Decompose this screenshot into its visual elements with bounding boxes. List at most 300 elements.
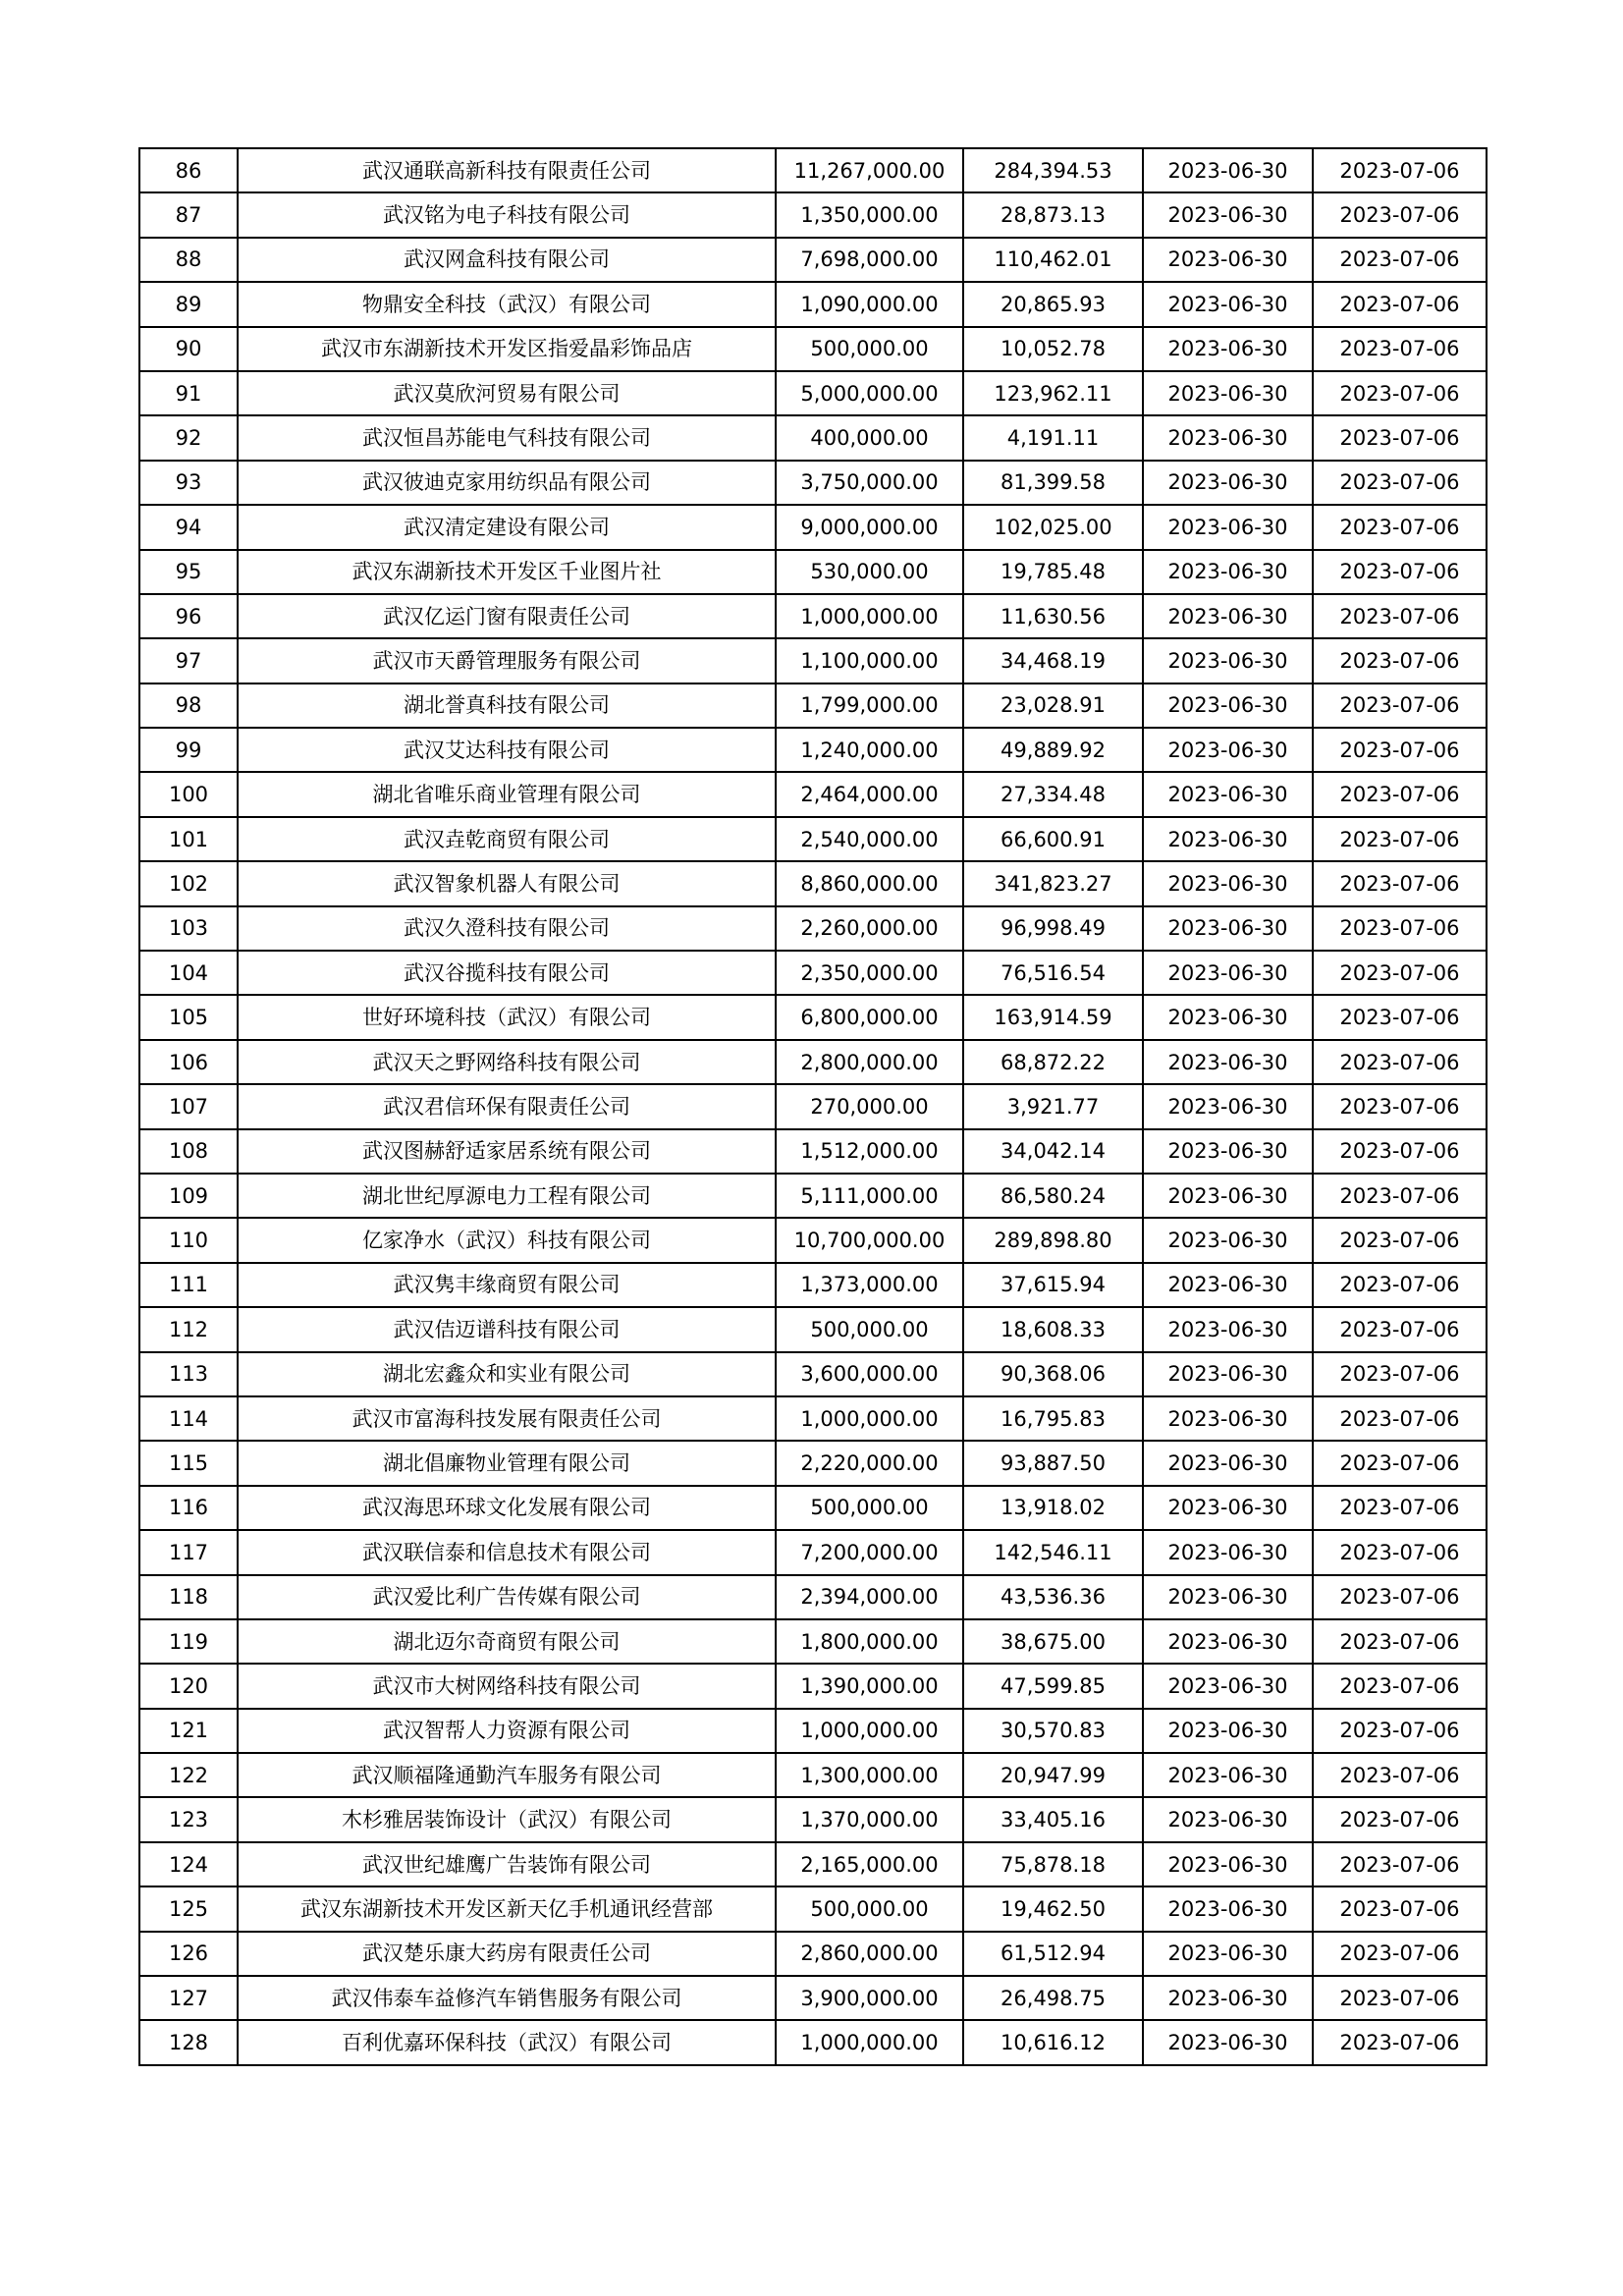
company-name-cell: 武汉网盒科技有限公司 — [238, 238, 776, 282]
row-number-cell: 115 — [139, 1441, 238, 1485]
amount-cell: 11,267,000.00 — [776, 148, 963, 192]
amount-cell: 2,800,000.00 — [776, 1040, 963, 1084]
end-date-cell: 2023-07-06 — [1313, 683, 1487, 728]
company-name-cell: 武汉铭为电子科技有限公司 — [238, 192, 776, 237]
company-name-cell: 亿家净水（武汉）科技有限公司 — [238, 1218, 776, 1262]
end-date-cell: 2023-07-06 — [1313, 1396, 1487, 1441]
row-number-cell: 94 — [139, 505, 238, 549]
interest-cell: 37,615.94 — [963, 1263, 1143, 1307]
company-name-cell: 武汉东湖新技术开发区新天亿手机通讯经营部 — [238, 1886, 776, 1931]
interest-cell: 20,947.99 — [963, 1753, 1143, 1797]
end-date-cell: 2023-07-06 — [1313, 1174, 1487, 1218]
company-name-cell: 武汉恒昌苏能电气科技有限公司 — [238, 415, 776, 460]
row-number-cell: 108 — [139, 1129, 238, 1174]
table-body — [139, 148, 1487, 2065]
interest-cell: 3,921.77 — [963, 1084, 1143, 1128]
start-date-cell: 2023-06-30 — [1143, 594, 1313, 638]
company-name-cell: 武汉东湖新技术开发区千业图片社 — [238, 550, 776, 594]
company-name-cell: 武汉彼迪克家用纺织品有限公司 — [238, 461, 776, 505]
amount-cell: 3,750,000.00 — [776, 461, 963, 505]
row-number-cell: 109 — [139, 1174, 238, 1218]
end-date-cell: 2023-07-06 — [1313, 550, 1487, 594]
table-row — [139, 1530, 1487, 1574]
row-number-cell: 100 — [139, 772, 238, 816]
row-number-cell: 126 — [139, 1932, 238, 1976]
end-date-cell: 2023-07-06 — [1313, 1486, 1487, 1530]
end-date-cell: 2023-07-06 — [1313, 638, 1487, 683]
row-number-cell: 98 — [139, 683, 238, 728]
interest-cell: 16,795.83 — [963, 1396, 1143, 1441]
company-name-cell: 武汉莫欣河贸易有限公司 — [238, 371, 776, 415]
start-date-cell: 2023-06-30 — [1143, 1709, 1313, 1753]
interest-cell: 341,823.27 — [963, 861, 1143, 905]
start-date-cell: 2023-06-30 — [1143, 1441, 1313, 1485]
interest-cell: 10,052.78 — [963, 327, 1143, 371]
amount-cell: 2,464,000.00 — [776, 772, 963, 816]
interest-cell: 26,498.75 — [963, 1976, 1143, 2020]
interest-cell: 19,462.50 — [963, 1886, 1143, 1931]
row-number-cell: 112 — [139, 1307, 238, 1351]
company-name-cell: 武汉市大树网络科技有限公司 — [238, 1664, 776, 1708]
table-row — [139, 1886, 1487, 1931]
end-date-cell: 2023-07-06 — [1313, 772, 1487, 816]
company-name-cell: 世好环境科技（武汉）有限公司 — [238, 995, 776, 1039]
end-date-cell: 2023-07-06 — [1313, 415, 1487, 460]
end-date-cell: 2023-07-06 — [1313, 1441, 1487, 1485]
end-date-cell: 2023-07-06 — [1313, 1263, 1487, 1307]
company-name-cell: 武汉联信泰和信息技术有限公司 — [238, 1530, 776, 1574]
table-row — [139, 772, 1487, 816]
start-date-cell: 2023-06-30 — [1143, 238, 1313, 282]
amount-cell: 2,860,000.00 — [776, 1932, 963, 1976]
start-date-cell: 2023-06-30 — [1143, 1842, 1313, 1886]
row-number-cell: 124 — [139, 1842, 238, 1886]
amount-cell: 1,000,000.00 — [776, 1709, 963, 1753]
company-name-cell: 武汉佶迈谱科技有限公司 — [238, 1307, 776, 1351]
start-date-cell: 2023-06-30 — [1143, 683, 1313, 728]
row-number-cell: 105 — [139, 995, 238, 1039]
interest-cell: 4,191.11 — [963, 415, 1143, 460]
table-row — [139, 282, 1487, 326]
interest-cell: 47,599.85 — [963, 1664, 1143, 1708]
amount-cell: 2,260,000.00 — [776, 906, 963, 951]
amount-cell: 530,000.00 — [776, 550, 963, 594]
start-date-cell: 2023-06-30 — [1143, 505, 1313, 549]
table-row — [139, 1619, 1487, 1664]
company-name-cell: 武汉智帮人力资源有限公司 — [238, 1709, 776, 1753]
end-date-cell: 2023-07-06 — [1313, 192, 1487, 237]
interest-cell: 68,872.22 — [963, 1040, 1143, 1084]
start-date-cell: 2023-06-30 — [1143, 1486, 1313, 1530]
start-date-cell: 2023-06-30 — [1143, 1530, 1313, 1574]
company-name-cell: 物鼎安全科技（武汉）有限公司 — [238, 282, 776, 326]
amount-cell: 3,600,000.00 — [776, 1352, 963, 1396]
amount-cell: 1,000,000.00 — [776, 2020, 963, 2064]
table-row — [139, 1441, 1487, 1485]
end-date-cell: 2023-07-06 — [1313, 282, 1487, 326]
company-name-cell: 武汉谷揽科技有限公司 — [238, 951, 776, 995]
amount-cell: 1,390,000.00 — [776, 1664, 963, 1708]
end-date-cell: 2023-07-06 — [1313, 1797, 1487, 1841]
row-number-cell: 116 — [139, 1486, 238, 1530]
company-name-cell: 武汉久澄科技有限公司 — [238, 906, 776, 951]
start-date-cell: 2023-06-30 — [1143, 1040, 1313, 1084]
amount-cell: 8,860,000.00 — [776, 861, 963, 905]
row-number-cell: 113 — [139, 1352, 238, 1396]
amount-cell: 270,000.00 — [776, 1084, 963, 1128]
company-name-cell: 武汉世纪雄鹰广告装饰有限公司 — [238, 1842, 776, 1886]
interest-cell: 86,580.24 — [963, 1174, 1143, 1218]
row-number-cell: 122 — [139, 1753, 238, 1797]
start-date-cell: 2023-06-30 — [1143, 1174, 1313, 1218]
end-date-cell: 2023-07-06 — [1313, 951, 1487, 995]
start-date-cell: 2023-06-30 — [1143, 772, 1313, 816]
company-name-cell: 武汉清定建设有限公司 — [238, 505, 776, 549]
table-row — [139, 1084, 1487, 1128]
table-row — [139, 995, 1487, 1039]
end-date-cell: 2023-07-06 — [1313, 728, 1487, 772]
end-date-cell: 2023-07-06 — [1313, 1753, 1487, 1797]
company-name-cell: 湖北省唯乐商业管理有限公司 — [238, 772, 776, 816]
start-date-cell: 2023-06-30 — [1143, 1886, 1313, 1931]
table-row — [139, 1709, 1487, 1753]
start-date-cell: 2023-06-30 — [1143, 1753, 1313, 1797]
row-number-cell: 127 — [139, 1976, 238, 2020]
amount-cell: 1,000,000.00 — [776, 1396, 963, 1441]
table-row — [139, 1486, 1487, 1530]
table-row — [139, 2020, 1487, 2064]
table-row — [139, 148, 1487, 192]
interest-cell: 28,873.13 — [963, 192, 1143, 237]
interest-cell: 123,962.11 — [963, 371, 1143, 415]
end-date-cell: 2023-07-06 — [1313, 327, 1487, 371]
start-date-cell: 2023-06-30 — [1143, 1664, 1313, 1708]
end-date-cell: 2023-07-06 — [1313, 1575, 1487, 1619]
company-name-cell: 湖北世纪厚源电力工程有限公司 — [238, 1174, 776, 1218]
table-row — [139, 683, 1487, 728]
end-date-cell: 2023-07-06 — [1313, 817, 1487, 861]
end-date-cell: 2023-07-06 — [1313, 1664, 1487, 1708]
company-name-cell: 武汉爱比利广告传媒有限公司 — [238, 1575, 776, 1619]
table-row — [139, 461, 1487, 505]
interest-cell: 38,675.00 — [963, 1619, 1143, 1664]
row-number-cell: 87 — [139, 192, 238, 237]
amount-cell: 5,000,000.00 — [776, 371, 963, 415]
amount-cell: 500,000.00 — [776, 1486, 963, 1530]
start-date-cell: 2023-06-30 — [1143, 550, 1313, 594]
data-table — [138, 147, 1488, 2066]
row-number-cell: 120 — [139, 1664, 238, 1708]
start-date-cell: 2023-06-30 — [1143, 1084, 1313, 1128]
row-number-cell: 90 — [139, 327, 238, 371]
amount-cell: 2,540,000.00 — [776, 817, 963, 861]
table-row — [139, 327, 1487, 371]
interest-cell: 11,630.56 — [963, 594, 1143, 638]
interest-cell: 289,898.80 — [963, 1218, 1143, 1262]
interest-cell: 284,394.53 — [963, 148, 1143, 192]
company-name-cell: 武汉智象机器人有限公司 — [238, 861, 776, 905]
row-number-cell: 88 — [139, 238, 238, 282]
amount-cell: 10,700,000.00 — [776, 1218, 963, 1262]
interest-cell: 90,368.06 — [963, 1352, 1143, 1396]
start-date-cell: 2023-06-30 — [1143, 148, 1313, 192]
start-date-cell: 2023-06-30 — [1143, 1396, 1313, 1441]
row-number-cell: 99 — [139, 728, 238, 772]
amount-cell: 1,800,000.00 — [776, 1619, 963, 1664]
start-date-cell: 2023-06-30 — [1143, 461, 1313, 505]
table-row — [139, 1664, 1487, 1708]
company-name-cell: 武汉市东湖新技术开发区指爱晶彩饰品店 — [238, 327, 776, 371]
table-row — [139, 1040, 1487, 1084]
interest-cell: 27,334.48 — [963, 772, 1143, 816]
table-row — [139, 1263, 1487, 1307]
row-number-cell: 121 — [139, 1709, 238, 1753]
interest-cell: 142,546.11 — [963, 1530, 1143, 1574]
interest-cell: 102,025.00 — [963, 505, 1143, 549]
start-date-cell: 2023-06-30 — [1143, 1263, 1313, 1307]
end-date-cell: 2023-07-06 — [1313, 238, 1487, 282]
end-date-cell: 2023-07-06 — [1313, 1886, 1487, 1931]
amount-cell: 9,000,000.00 — [776, 505, 963, 549]
table-row — [139, 1753, 1487, 1797]
end-date-cell: 2023-07-06 — [1313, 2020, 1487, 2064]
interest-cell: 23,028.91 — [963, 683, 1143, 728]
company-name-cell: 武汉海思环球文化发展有限公司 — [238, 1486, 776, 1530]
company-name-cell: 武汉艾达科技有限公司 — [238, 728, 776, 772]
company-name-cell: 湖北迈尔奇商贸有限公司 — [238, 1619, 776, 1664]
interest-cell: 34,468.19 — [963, 638, 1143, 683]
amount-cell: 7,698,000.00 — [776, 238, 963, 282]
row-number-cell: 91 — [139, 371, 238, 415]
table-row — [139, 1932, 1487, 1976]
row-number-cell: 96 — [139, 594, 238, 638]
amount-cell: 1,350,000.00 — [776, 192, 963, 237]
amount-cell: 1,799,000.00 — [776, 683, 963, 728]
table-row — [139, 1218, 1487, 1262]
end-date-cell: 2023-07-06 — [1313, 1976, 1487, 2020]
company-name-cell: 武汉亿运门窗有限责任公司 — [238, 594, 776, 638]
start-date-cell: 2023-06-30 — [1143, 1932, 1313, 1976]
row-number-cell: 86 — [139, 148, 238, 192]
interest-cell: 30,570.83 — [963, 1709, 1143, 1753]
amount-cell: 6,800,000.00 — [776, 995, 963, 1039]
row-number-cell: 102 — [139, 861, 238, 905]
amount-cell: 1,000,000.00 — [776, 594, 963, 638]
row-number-cell: 89 — [139, 282, 238, 326]
start-date-cell: 2023-06-30 — [1143, 1218, 1313, 1262]
amount-cell: 1,373,000.00 — [776, 1263, 963, 1307]
interest-cell: 49,889.92 — [963, 728, 1143, 772]
start-date-cell: 2023-06-30 — [1143, 1619, 1313, 1664]
interest-cell: 81,399.58 — [963, 461, 1143, 505]
amount-cell: 2,394,000.00 — [776, 1575, 963, 1619]
amount-cell: 5,111,000.00 — [776, 1174, 963, 1218]
interest-cell: 13,918.02 — [963, 1486, 1143, 1530]
end-date-cell: 2023-07-06 — [1313, 1619, 1487, 1664]
table-row — [139, 238, 1487, 282]
start-date-cell: 2023-06-30 — [1143, 371, 1313, 415]
end-date-cell: 2023-07-06 — [1313, 1084, 1487, 1128]
row-number-cell: 104 — [139, 951, 238, 995]
end-date-cell: 2023-07-06 — [1313, 1709, 1487, 1753]
start-date-cell: 2023-06-30 — [1143, 1129, 1313, 1174]
amount-cell: 500,000.00 — [776, 1307, 963, 1351]
start-date-cell: 2023-06-30 — [1143, 906, 1313, 951]
interest-cell: 61,512.94 — [963, 1932, 1143, 1976]
start-date-cell: 2023-06-30 — [1143, 192, 1313, 237]
company-name-cell: 武汉市富海科技发展有限责任公司 — [238, 1396, 776, 1441]
interest-cell: 19,785.48 — [963, 550, 1143, 594]
table-row — [139, 861, 1487, 905]
start-date-cell: 2023-06-30 — [1143, 327, 1313, 371]
table-row — [139, 1842, 1487, 1886]
amount-cell: 2,220,000.00 — [776, 1441, 963, 1485]
end-date-cell: 2023-07-06 — [1313, 371, 1487, 415]
end-date-cell: 2023-07-06 — [1313, 148, 1487, 192]
company-name-cell: 武汉君信环保有限责任公司 — [238, 1084, 776, 1128]
table-row — [139, 550, 1487, 594]
table-row — [139, 817, 1487, 861]
amount-cell: 2,350,000.00 — [776, 951, 963, 995]
row-number-cell: 97 — [139, 638, 238, 683]
table-row — [139, 1352, 1487, 1396]
interest-cell: 76,516.54 — [963, 951, 1143, 995]
amount-cell: 500,000.00 — [776, 1886, 963, 1931]
table-row — [139, 371, 1487, 415]
interest-cell: 20,865.93 — [963, 282, 1143, 326]
start-date-cell: 2023-06-30 — [1143, 861, 1313, 905]
company-name-cell: 木杉雅居装饰设计（武汉）有限公司 — [238, 1797, 776, 1841]
amount-cell: 1,370,000.00 — [776, 1797, 963, 1841]
table-row — [139, 1307, 1487, 1351]
end-date-cell: 2023-07-06 — [1313, 1040, 1487, 1084]
company-name-cell: 武汉伟泰车益修汽车销售服务有限公司 — [238, 1976, 776, 2020]
table-row — [139, 192, 1487, 237]
table-row — [139, 1976, 1487, 2020]
company-name-cell: 武汉楚乐康大药房有限责任公司 — [238, 1932, 776, 1976]
interest-cell: 33,405.16 — [963, 1797, 1143, 1841]
interest-cell: 93,887.50 — [963, 1441, 1143, 1485]
table-row — [139, 415, 1487, 460]
row-number-cell: 128 — [139, 2020, 238, 2064]
row-number-cell: 92 — [139, 415, 238, 460]
amount-cell: 1,512,000.00 — [776, 1129, 963, 1174]
interest-cell: 18,608.33 — [963, 1307, 1143, 1351]
start-date-cell: 2023-06-30 — [1143, 638, 1313, 683]
row-number-cell: 101 — [139, 817, 238, 861]
interest-cell: 163,914.59 — [963, 995, 1143, 1039]
company-name-cell: 湖北誉真科技有限公司 — [238, 683, 776, 728]
end-date-cell: 2023-07-06 — [1313, 995, 1487, 1039]
table-row — [139, 638, 1487, 683]
amount-cell: 1,240,000.00 — [776, 728, 963, 772]
row-number-cell: 111 — [139, 1263, 238, 1307]
start-date-cell: 2023-06-30 — [1143, 817, 1313, 861]
start-date-cell: 2023-06-30 — [1143, 951, 1313, 995]
end-date-cell: 2023-07-06 — [1313, 1218, 1487, 1262]
start-date-cell: 2023-06-30 — [1143, 282, 1313, 326]
amount-cell: 7,200,000.00 — [776, 1530, 963, 1574]
start-date-cell: 2023-06-30 — [1143, 995, 1313, 1039]
start-date-cell: 2023-06-30 — [1143, 1307, 1313, 1351]
table-row — [139, 594, 1487, 638]
interest-cell: 66,600.91 — [963, 817, 1143, 861]
interest-cell: 75,878.18 — [963, 1842, 1143, 1886]
end-date-cell: 2023-07-06 — [1313, 461, 1487, 505]
row-number-cell: 114 — [139, 1396, 238, 1441]
table-row — [139, 1797, 1487, 1841]
row-number-cell: 123 — [139, 1797, 238, 1841]
start-date-cell: 2023-06-30 — [1143, 2020, 1313, 2064]
end-date-cell: 2023-07-06 — [1313, 1352, 1487, 1396]
row-number-cell: 117 — [139, 1530, 238, 1574]
row-number-cell: 95 — [139, 550, 238, 594]
amount-cell: 500,000.00 — [776, 327, 963, 371]
end-date-cell: 2023-07-06 — [1313, 861, 1487, 905]
end-date-cell: 2023-07-06 — [1313, 1530, 1487, 1574]
company-name-cell: 湖北倡廉物业管理有限公司 — [238, 1441, 776, 1485]
end-date-cell: 2023-07-06 — [1313, 1307, 1487, 1351]
table-row — [139, 1396, 1487, 1441]
amount-cell: 2,165,000.00 — [776, 1842, 963, 1886]
amount-cell: 1,090,000.00 — [776, 282, 963, 326]
table-row — [139, 951, 1487, 995]
row-number-cell: 106 — [139, 1040, 238, 1084]
interest-cell: 34,042.14 — [963, 1129, 1143, 1174]
start-date-cell: 2023-06-30 — [1143, 1352, 1313, 1396]
start-date-cell: 2023-06-30 — [1143, 415, 1313, 460]
company-name-cell: 武汉顺福隆通勤汽车服务有限公司 — [238, 1753, 776, 1797]
company-name-cell: 湖北宏鑫众和实业有限公司 — [238, 1352, 776, 1396]
company-name-cell: 武汉垚乾商贸有限公司 — [238, 817, 776, 861]
row-number-cell: 118 — [139, 1575, 238, 1619]
row-number-cell: 110 — [139, 1218, 238, 1262]
start-date-cell: 2023-06-30 — [1143, 1575, 1313, 1619]
amount-cell: 3,900,000.00 — [776, 1976, 963, 2020]
amount-cell: 1,300,000.00 — [776, 1753, 963, 1797]
interest-cell: 10,616.12 — [963, 2020, 1143, 2064]
start-date-cell: 2023-06-30 — [1143, 1797, 1313, 1841]
start-date-cell: 2023-06-30 — [1143, 1976, 1313, 2020]
end-date-cell: 2023-07-06 — [1313, 906, 1487, 951]
table-row — [139, 505, 1487, 549]
table-row — [139, 1174, 1487, 1218]
end-date-cell: 2023-07-06 — [1313, 1842, 1487, 1886]
end-date-cell: 2023-07-06 — [1313, 1129, 1487, 1174]
row-number-cell: 107 — [139, 1084, 238, 1128]
start-date-cell: 2023-06-30 — [1143, 728, 1313, 772]
row-number-cell: 119 — [139, 1619, 238, 1664]
table-row — [139, 906, 1487, 951]
row-number-cell: 125 — [139, 1886, 238, 1931]
interest-cell: 96,998.49 — [963, 906, 1143, 951]
company-name-cell: 百利优嘉环保科技（武汉）有限公司 — [238, 2020, 776, 2064]
end-date-cell: 2023-07-06 — [1313, 594, 1487, 638]
table-row — [139, 728, 1487, 772]
interest-cell: 110,462.01 — [963, 238, 1143, 282]
end-date-cell: 2023-07-06 — [1313, 505, 1487, 549]
end-date-cell: 2023-07-06 — [1313, 1932, 1487, 1976]
amount-cell: 1,100,000.00 — [776, 638, 963, 683]
company-name-cell: 武汉通联高新科技有限责任公司 — [238, 148, 776, 192]
interest-cell: 43,536.36 — [963, 1575, 1143, 1619]
row-number-cell: 103 — [139, 906, 238, 951]
company-name-cell: 武汉图赫舒适家居系统有限公司 — [238, 1129, 776, 1174]
company-name-cell: 武汉天之野网络科技有限公司 — [238, 1040, 776, 1084]
table-row — [139, 1575, 1487, 1619]
row-number-cell: 93 — [139, 461, 238, 505]
amount-cell: 400,000.00 — [776, 415, 963, 460]
